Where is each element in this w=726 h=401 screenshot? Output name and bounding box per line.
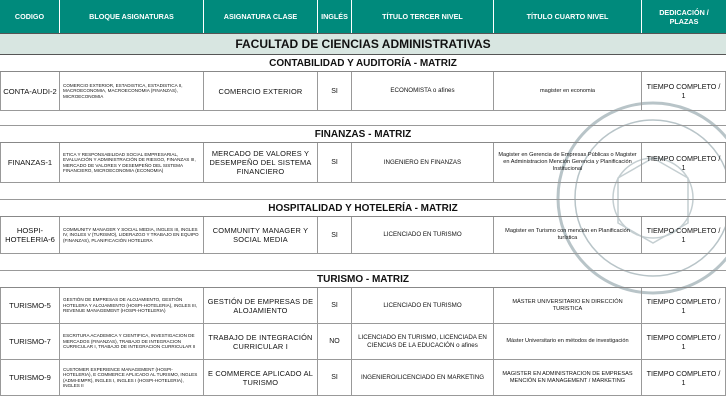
cell-code: TURISMO-5 (0, 288, 60, 323)
cell-titulo-tercer: LICENCIADO EN TURISMO, LICENCIADA EN CIENCIAS DE LA EDUCACIÓN o afines (352, 324, 494, 359)
cell-bloque: COMERCIO EXTERIOR, ESTADISTICA, ESTADISTICA II, MACROECONOMIA, MACROECONOMIA (FINANZAS), MICROECONOMIA (60, 72, 204, 110)
header-dedicacion-plazas (642, 0, 726, 33)
cell-asignatura: COMMUNITY MANAGER Y SOCIAL MEDIA (204, 217, 318, 253)
cell-titulo-tercer: INGENIERO/LICENCIADO EN MARKETING (352, 360, 494, 395)
cell-bloque: CUSTOMER EXPERIENCE MANAGEMENT (HOSPI-HOTELERIA), E COMMERCE APLICADO AL TURISMO, INGLES (ADMI-EMPR), INGLES I, INGLES I (HOSPI-HOTELERIA), INGLES II (60, 360, 204, 395)
cell-titulo-tercer: LICENCIADO EN TURISMO (352, 288, 494, 323)
cell-dedicacion: TIEMPO COMPLETO / 1 (642, 360, 726, 395)
row-spacer (0, 183, 726, 200)
cell-titulo-cuarto: Magister en Turismo con mención en Planificación turística (494, 217, 642, 253)
cell-dedicacion: TIEMPO COMPLETO / 1 (642, 217, 726, 253)
section-title-finanzas: FINANZAS - MATRIZ (0, 126, 726, 143)
table-row (0, 288, 726, 324)
cell-asignatura: E COMMERCE APLICADO AL TURISMO (204, 360, 318, 395)
cell-titulo-cuarto: Magister en Gerencia de Empresas Públicas o Magister en Administracion Mención Gerencia y Planificación Institucional (494, 143, 642, 182)
cell-ingles: SI (318, 143, 352, 182)
header-asignatura-clase: ASIGNATURA CLASE (204, 0, 318, 33)
cell-bloque: GESTIÓN DE EMPRESAS DE ALOJAMIENTO, GESTIÓN HOTELERA Y ALOJAMIENTO (HOSPI-HOTELERIA), INGLES III, REVENUE MANAGEMENT (HOSPI-HOTELERIA) (60, 288, 204, 323)
cell-titulo-cuarto: MAGISTER EN ADMINISTRACION DE EMPRESAS MENCIÓN EN MANAGEMENT / MARKETING (494, 360, 642, 395)
table-row (0, 360, 726, 396)
header-ingles: INGLÉS (318, 0, 352, 33)
cell-asignatura: TRABAJO DE INTEGRACIÓN CURRICULAR I (204, 324, 318, 359)
cell-code: CONTA-AUDI-2 (0, 72, 60, 110)
cell-bloque: COMMUNITY MANAGER Y SOCIAL MEDIA, INGLES III, INGLES IV, INGLES V (TURISMO), LIDERAZGO Y TRABAJO EN EQUIPO (FINANZAS), PLANIFICACIÓN HOTELERA (60, 217, 204, 253)
cell-ingles: SI (318, 72, 352, 110)
cell-code: FINANZAS-1 (0, 143, 60, 182)
cell-dedicacion: TIEMPO COMPLETO / 1 (642, 288, 726, 323)
cell-code: TURISMO-7 (0, 324, 60, 359)
cell-titulo-tercer: INGENIERO EN FINANZAS (352, 143, 494, 182)
table-row (0, 143, 726, 183)
table-row (0, 324, 726, 360)
header-titulo-cuarto-nivel: TÍTULO CUARTO NIVEL (494, 0, 642, 33)
cell-titulo-cuarto: magister en economia (494, 72, 642, 110)
section-title-hospitalidad: HOSPITALIDAD Y HOTELERÍA - MATRIZ (0, 200, 726, 217)
cell-titulo-cuarto: MÁSTER UNIVERSITARIO EN DIRECCIÓN TURISTICA (494, 288, 642, 323)
table-header-row (0, 0, 726, 33)
cell-code: TURISMO-9 (0, 360, 60, 395)
cell-titulo-tercer: ECONOMISTA o afines (352, 72, 494, 110)
cell-bloque: ETICA Y RESPONSABILIDAD SOCIAL EMPRESARIAL, EVALUACIÓN Y ADMINISTRACIÓN DE RIESGO, FINANZAS III, MERCADO DE VALORES Y DESEMPEÑO DEL SISTEMA FINANCIERO, MICROECONOMIA (ECONOMIA) (60, 143, 204, 182)
table-row (0, 217, 726, 254)
cell-asignatura: COMERCIO EXTERIOR (204, 72, 318, 110)
cell-titulo-tercer: LICENCIADO EN TURISMO (352, 217, 494, 253)
table-row (0, 72, 726, 111)
cell-dedicacion: TIEMPO COMPLETO / 1 (642, 143, 726, 182)
cell-ingles: SI (318, 217, 352, 253)
faculty-title: FACULTAD DE CIENCIAS ADMINISTRATIVAS (0, 33, 726, 55)
cell-code: HOSPI-HOTELERIA-6 (0, 217, 60, 253)
cell-asignatura: GESTIÓN DE EMPRESAS DE ALOJAMIENTO (204, 288, 318, 323)
section-title-contabilidad: CONTABILIDAD Y AUDITORÍA - MATRIZ (0, 55, 726, 72)
cell-ingles: NO (318, 324, 352, 359)
header-dedicacion-line1: DEDICACIÓN / (659, 7, 709, 17)
cell-titulo-cuarto: Máster Universitario en métodos de investigación (494, 324, 642, 359)
header-titulo-tercer-nivel: TÍTULO TERCER NIVEL (352, 0, 494, 33)
cell-dedicacion: TIEMPO COMPLETO / 1 (642, 324, 726, 359)
cell-ingles: SI (318, 288, 352, 323)
row-spacer (0, 111, 726, 126)
header-codigo: CODIGO (0, 0, 60, 33)
header-bloque-asignaturas: BLOQUE ASIGNATURAS (60, 0, 204, 33)
cell-ingles: SI (318, 360, 352, 395)
cell-bloque: ESCRITURA ACADEMICA Y CIENTIFICA, INVESTIGACION DE MERCADOS (FINANZAS), TRABAJO DE INTEGRACION CURRICULAR I, TRABAJO DE INTEGRACION CURRICULAR II (60, 324, 204, 359)
header-dedicacion-line2: PLAZAS (669, 16, 699, 26)
cell-dedicacion: TIEMPO COMPLETO / 1 (642, 72, 726, 110)
row-spacer (0, 254, 726, 271)
section-title-turismo: TURISMO - MATRIZ (0, 271, 726, 288)
cell-asignatura: MERCADO DE VALORES Y DESEMPEÑO DEL SISTEMA FINANCIERO (204, 143, 318, 182)
